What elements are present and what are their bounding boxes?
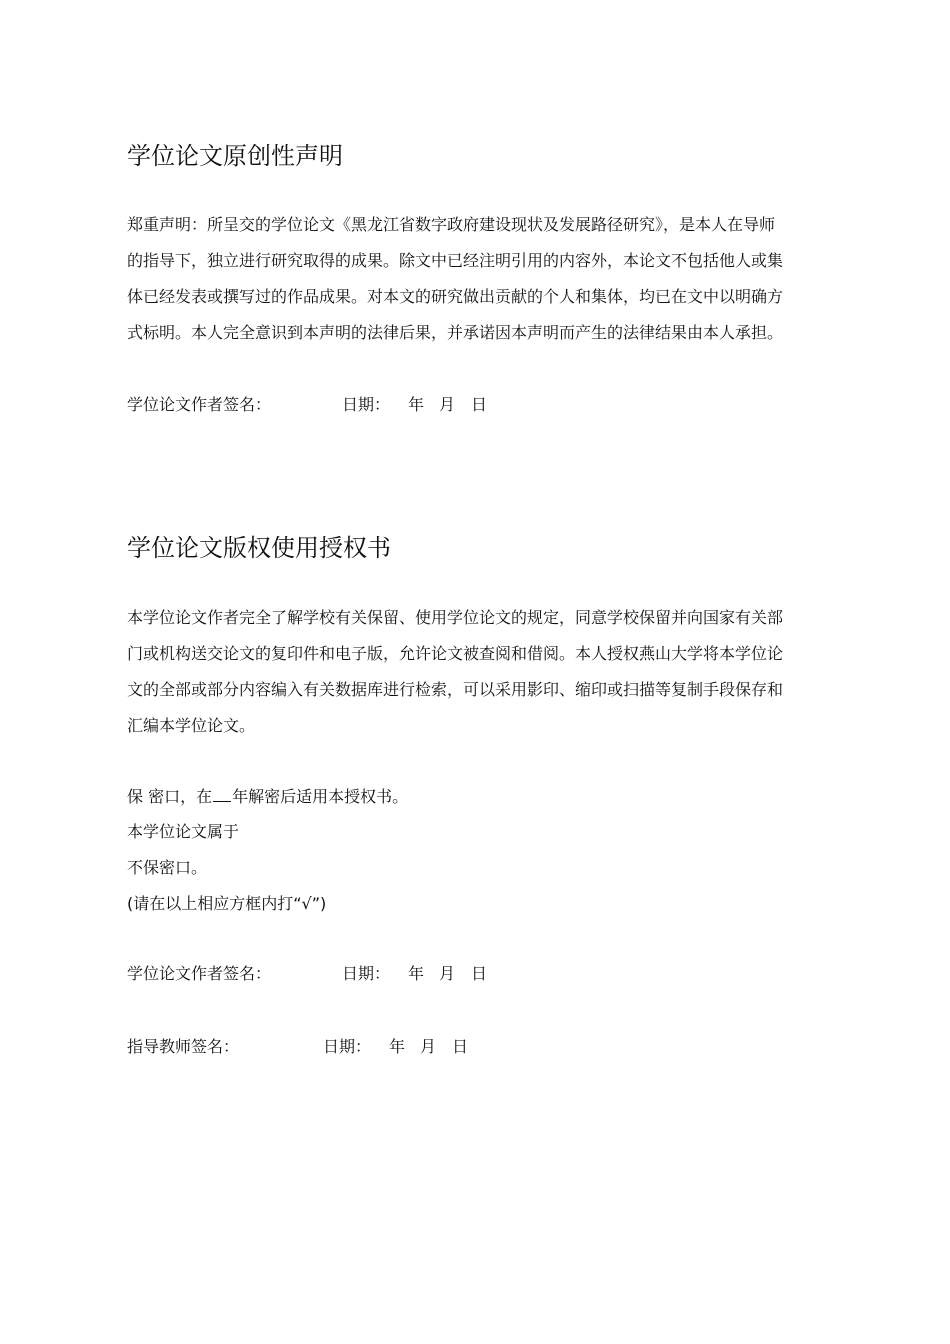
author-signature-label: 学位论文作者签名： (127, 964, 272, 983)
checkmark-instruction: (请在以上相应方框内打“√”) (127, 894, 327, 913)
declaration-line: 的指导下，独立进行研究取得的成果。除文中已经注明引用的内容外，本论文不包括他人或集 (127, 251, 784, 270)
authorization-line: 文的全部或部分内容编入有关数据库进行检索，可以采用影印、缩印或扫描等复制手段保存和 (127, 680, 784, 699)
advisor-signature-label: 指导教师签名： (127, 1037, 240, 1056)
authorization-title: 学位论文版权使用授权书 (127, 534, 391, 562)
confidential-option (127, 785, 408, 809)
date-label: 日期： (323, 1037, 372, 1056)
confidential-prefix: 保 密 (127, 787, 165, 806)
declaration-paragraph (127, 207, 827, 351)
declaration-line: 式标明。本人完全意识到本声明的法律后果，并承诺因本声明而产生的法律结果由本人承担。 (127, 323, 784, 342)
authorization-line: 汇编本学位论文。 (127, 716, 256, 735)
years-blank[interactable] (213, 785, 231, 802)
year-label: 年 (408, 964, 425, 983)
declaration-title: 学位论文原创性声明 (127, 142, 343, 170)
belongs-to-line: 本学位论文属于 (127, 822, 240, 841)
authorization-paragraph (127, 600, 827, 744)
month-label: 月 (439, 395, 456, 414)
date-label: 日期： (342, 964, 391, 983)
date-label: 日期： (342, 395, 391, 414)
authorization-line: 本学位论文作者完全了解学校有关保留、使用学位论文的规定，同意学校保留并向国家有关部 (127, 608, 784, 627)
not-confidential-option: 不保密口。 (127, 858, 208, 877)
day-label: 日 (471, 395, 488, 414)
month-label: 月 (420, 1037, 437, 1056)
confidential-suffix: 年解密后适用本授权书。 (232, 787, 409, 806)
day-label: 日 (471, 964, 488, 983)
author-signature-label: 学位论文作者签名： (127, 395, 272, 414)
month-label: 月 (439, 964, 456, 983)
declaration-line: 体已经发表或撰写过的作品成果。对本文的研究做出贡献的个人和集体，均已在文中以明确方 (127, 287, 784, 306)
year-label: 年 (408, 395, 425, 414)
day-label: 日 (452, 1037, 469, 1056)
authorization-line: 门或机构送交论文的复印件和电子版，允许论文被查阅和借阅。本人授权燕山大学将本学位论 (127, 644, 784, 663)
year-label: 年 (389, 1037, 406, 1056)
confidential-checkbox[interactable]: 口 (164, 787, 181, 806)
declaration-line: 郑重声明：所呈交的学位论文《黑龙江省数字政府建设现状及发展路径研究》，是本人在导师 (127, 215, 776, 234)
confidential-mid: ，在 (180, 787, 213, 806)
